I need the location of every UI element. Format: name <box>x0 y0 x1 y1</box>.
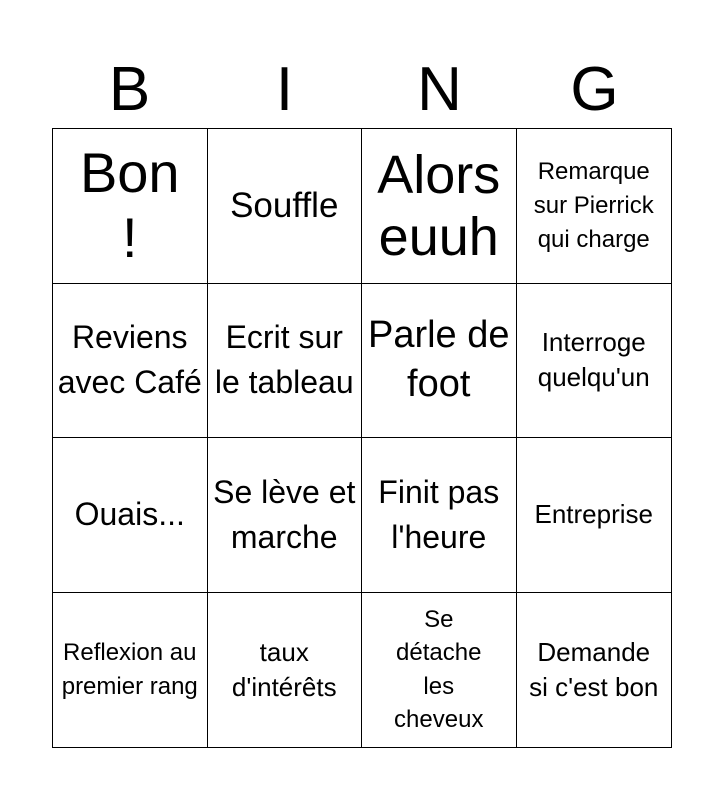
cell-text: Ouais... <box>74 496 185 533</box>
bingo-cell[interactable] <box>208 593 363 748</box>
bingo-cell[interactable] <box>517 284 672 439</box>
cell-text: Entreprise <box>534 499 653 530</box>
bingo-cell[interactable] <box>53 284 208 439</box>
header-letter-b: B <box>108 55 151 124</box>
cell-text: Se détache les cheveux <box>394 605 484 734</box>
cell-text: Parle de foot <box>367 313 510 406</box>
bingo-grid <box>52 128 672 748</box>
bingo-cell[interactable] <box>362 438 517 593</box>
bingo-cell[interactable] <box>362 284 517 439</box>
header-letter-i: I <box>275 55 294 124</box>
bingo-cell[interactable] <box>208 284 363 439</box>
bingo-cell[interactable] <box>208 438 363 593</box>
header-letter-n: N <box>417 55 462 124</box>
cell-text: Demande si c'est bon <box>529 636 659 702</box>
bingo-cell[interactable] <box>517 438 672 593</box>
bingo-cell[interactable] <box>53 593 208 748</box>
cell-text: Remarque sur Pierrick qui charge <box>533 158 654 253</box>
bingo-cell[interactable] <box>362 129 517 284</box>
bingo-cell[interactable] <box>362 593 517 748</box>
header-letter-g: G <box>570 55 619 124</box>
cell-text: Bon ! <box>79 141 180 269</box>
cell-text: Alors euuh <box>377 144 501 267</box>
cell-text: Finit pas l'heure <box>378 473 500 555</box>
cell-text: taux d'intérêts <box>231 636 337 702</box>
cell-text: Reviens avec Café <box>57 319 202 401</box>
cell-text: Interroge quelqu'un <box>537 327 650 393</box>
bingo-cell[interactable] <box>517 129 672 284</box>
cell-text: Ecrit sur le tableau <box>214 319 354 401</box>
cell-text: Reflexion au premier rang <box>61 639 198 700</box>
bingo-cell[interactable] <box>53 129 208 284</box>
bingo-cell[interactable] <box>208 129 363 284</box>
bingo-header <box>52 52 672 128</box>
bingo-cell[interactable] <box>517 593 672 748</box>
bingo-cell[interactable] <box>53 438 208 593</box>
cell-text: Souffle <box>230 186 339 225</box>
cell-text: Se lève et marche <box>213 473 356 555</box>
